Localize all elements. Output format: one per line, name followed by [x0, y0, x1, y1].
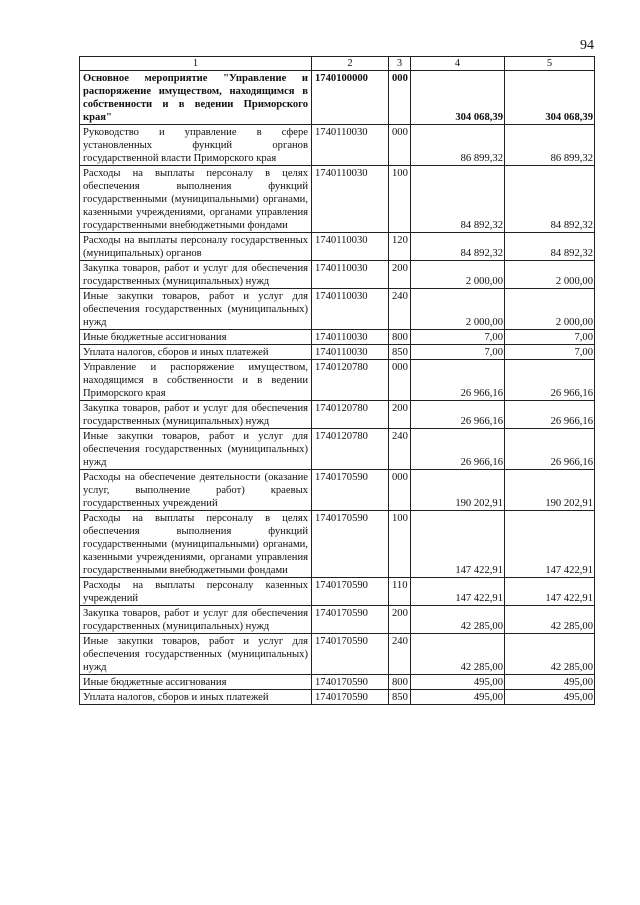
row-amount-col4: 86 899,32: [411, 125, 505, 166]
row-code: 1740110030: [312, 261, 389, 289]
row-code: 1740170590: [312, 511, 389, 578]
table-row: [80, 578, 595, 606]
column-header-sum1: 4: [411, 57, 505, 71]
row-amount-col4: 84 892,32: [411, 166, 505, 233]
row-code: 1740170590: [312, 470, 389, 511]
row-amount-col4: 147 422,91: [411, 578, 505, 606]
row-expense-type: 200: [389, 401, 411, 429]
row-code: 1740110030: [312, 289, 389, 330]
row-amount-col5: 304 068,39: [505, 71, 595, 125]
row-expense-type: 850: [389, 690, 411, 705]
row-amount-col4: 26 966,16: [411, 429, 505, 470]
row-expense-type: 240: [389, 634, 411, 675]
row-amount-col4: 495,00: [411, 675, 505, 690]
table-row: [80, 470, 595, 511]
row-amount-col5: 147 422,91: [505, 511, 595, 578]
row-amount-col5: 147 422,91: [505, 578, 595, 606]
row-amount-col4: 2 000,00: [411, 289, 505, 330]
column-header-code: 2: [312, 57, 389, 71]
row-amount-col5: 42 285,00: [505, 606, 595, 634]
table-row: [80, 166, 595, 233]
row-amount-col4: 42 285,00: [411, 606, 505, 634]
table-row: [80, 330, 595, 345]
row-code: 1740120780: [312, 429, 389, 470]
row-code: 1740170590: [312, 675, 389, 690]
row-code: 1740110030: [312, 125, 389, 166]
row-name: Расходы на выплаты персоналу в целях обеспечения выполнения функций государственными (муниципальными) органами, казенными учреждениями, органами управления государственными внебюджетными фондами: [80, 511, 312, 578]
row-expense-type: 240: [389, 429, 411, 470]
row-expense-type: 850: [389, 345, 411, 360]
row-amount-col4: 42 285,00: [411, 634, 505, 675]
row-amount-col5: 42 285,00: [505, 634, 595, 675]
table-row: [80, 675, 595, 690]
row-code: 1740170590: [312, 606, 389, 634]
row-amount-col4: 7,00: [411, 345, 505, 360]
row-amount-col5: 26 966,16: [505, 401, 595, 429]
row-name: Руководство и управление в сфере установленных функций органов государственной власти Приморского края: [80, 125, 312, 166]
row-name: Управление и распоряжение имуществом, находящимся в собственности и в ведении Приморского края: [80, 360, 312, 401]
table-row: [80, 360, 595, 401]
table-row: [80, 401, 595, 429]
row-amount-col5: 495,00: [505, 690, 595, 705]
row-code: 1740170590: [312, 634, 389, 675]
row-amount-col5: 7,00: [505, 330, 595, 345]
budget-table: [79, 56, 595, 705]
row-code: 1740120780: [312, 360, 389, 401]
page-number: 94: [580, 38, 594, 53]
table-row: [80, 634, 595, 675]
row-amount-col5: 2 000,00: [505, 261, 595, 289]
row-expense-type: 100: [389, 511, 411, 578]
column-header-name: 1: [80, 57, 312, 71]
row-name: Закупка товаров, работ и услуг для обеспечения государственных (муниципальных) нужд: [80, 401, 312, 429]
row-name: Уплата налогов, сборов и иных платежей: [80, 690, 312, 705]
row-amount-col4: 26 966,16: [411, 401, 505, 429]
row-code: 1740110030: [312, 233, 389, 261]
row-name: Иные бюджетные ассигнования: [80, 330, 312, 345]
row-name: Уплата налогов, сборов и иных платежей: [80, 345, 312, 360]
column-header-sum2: 5: [505, 57, 595, 71]
row-amount-col5: 190 202,91: [505, 470, 595, 511]
row-expense-type: 110: [389, 578, 411, 606]
table-row: [80, 289, 595, 330]
row-expense-type: 240: [389, 289, 411, 330]
row-name: Расходы на выплаты персоналу государственных (муниципальных) органов: [80, 233, 312, 261]
row-expense-type: 000: [389, 470, 411, 511]
row-amount-col5: 84 892,32: [505, 233, 595, 261]
row-name: Иные закупки товаров, работ и услуг для обеспечения государственных (муниципальных) нужд: [80, 429, 312, 470]
row-expense-type: 000: [389, 71, 411, 125]
row-name: Закупка товаров, работ и услуг для обеспечения государственных (муниципальных) нужд: [80, 606, 312, 634]
row-expense-type: 100: [389, 166, 411, 233]
row-amount-col4: 304 068,39: [411, 71, 505, 125]
row-amount-col4: 26 966,16: [411, 360, 505, 401]
row-amount-col5: 495,00: [505, 675, 595, 690]
row-amount-col5: 26 966,16: [505, 429, 595, 470]
row-amount-col5: 84 892,32: [505, 166, 595, 233]
row-expense-type: 120: [389, 233, 411, 261]
row-amount-col4: 84 892,32: [411, 233, 505, 261]
row-name: Расходы на обеспечение деятельности (оказание услуг, выполнение работ) краевых государственных учреждений: [80, 470, 312, 511]
row-code: 1740170590: [312, 578, 389, 606]
row-amount-col5: 2 000,00: [505, 289, 595, 330]
table-row: [80, 606, 595, 634]
row-amount-col5: 26 966,16: [505, 360, 595, 401]
row-code: 1740110030: [312, 330, 389, 345]
row-expense-type: 200: [389, 606, 411, 634]
row-amount-col4: 190 202,91: [411, 470, 505, 511]
row-expense-type: 000: [389, 360, 411, 401]
row-amount-col4: 2 000,00: [411, 261, 505, 289]
table-row: [80, 71, 595, 125]
row-name: Иные закупки товаров, работ и услуг для обеспечения государственных (муниципальных) нужд: [80, 289, 312, 330]
table-row: [80, 261, 595, 289]
row-expense-type: 200: [389, 261, 411, 289]
row-name: Расходы на выплаты персоналу в целях обеспечения выполнения функций государственными (муниципальными) органами, казенными учреждениями, органами управления государственными внебюджетными фондами: [80, 166, 312, 233]
table-row: [80, 233, 595, 261]
row-expense-type: 000: [389, 125, 411, 166]
row-name: Иные бюджетные ассигнования: [80, 675, 312, 690]
row-name: Закупка товаров, работ и услуг для обеспечения государственных (муниципальных) нужд: [80, 261, 312, 289]
table-row: [80, 125, 595, 166]
row-code: 1740170590: [312, 690, 389, 705]
row-name: Иные закупки товаров, работ и услуг для обеспечения государственных (муниципальных) нужд: [80, 634, 312, 675]
table-row: [80, 345, 595, 360]
row-expense-type: 800: [389, 675, 411, 690]
row-amount-col5: 7,00: [505, 345, 595, 360]
row-amount-col4: 7,00: [411, 330, 505, 345]
row-amount-col5: 86 899,32: [505, 125, 595, 166]
row-code: 1740110030: [312, 166, 389, 233]
row-code: 1740120780: [312, 401, 389, 429]
table-row: [80, 511, 595, 578]
table-row: [80, 690, 595, 705]
row-expense-type: 800: [389, 330, 411, 345]
row-name: Расходы на выплаты персоналу казенных учреждений: [80, 578, 312, 606]
row-name: Основное мероприятие "Управление и распоряжение имуществом, находящимся в собственности и в ведении Приморского края": [80, 71, 312, 125]
row-code: 1740110030: [312, 345, 389, 360]
table-header-row: [80, 57, 595, 71]
row-code: 1740100000: [312, 71, 389, 125]
column-header-vr: 3: [389, 57, 411, 71]
row-amount-col4: 147 422,91: [411, 511, 505, 578]
row-amount-col4: 495,00: [411, 690, 505, 705]
table-row: [80, 429, 595, 470]
